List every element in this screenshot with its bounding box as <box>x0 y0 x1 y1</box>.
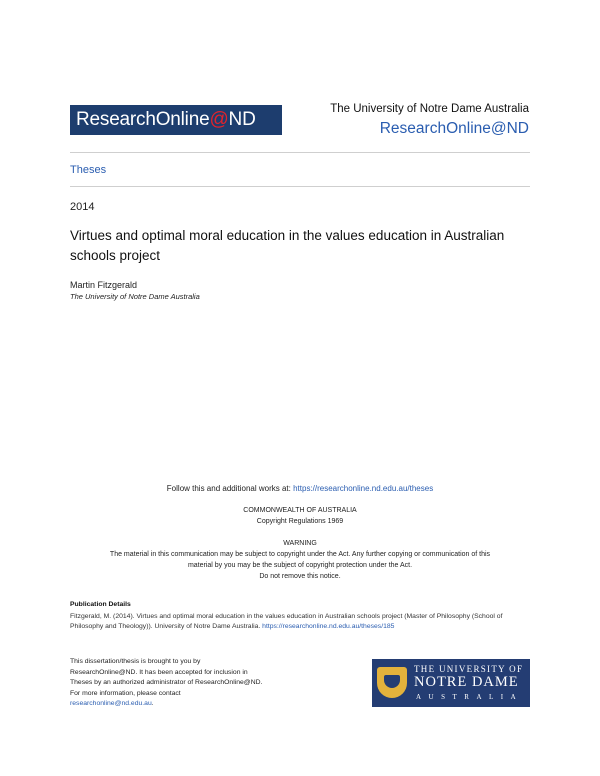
citation-link[interactable]: https://researchonline.nd.edu.au/theses/185 <box>262 623 395 630</box>
notre-dame-logo[interactable] <box>372 659 530 707</box>
divider <box>70 152 530 153</box>
logo-line3: AUSTRALIA <box>416 693 524 701</box>
logo-at: @ <box>209 109 229 130</box>
contact-email-suffix: . <box>151 700 154 707</box>
notice-line: Theses by an authorized administrator of ResearchOnline@ND. <box>70 679 263 686</box>
notice-line: For more information, please contact <box>70 689 181 697</box>
copyright-line1: COMMONWEALTH OF AUSTRALIA <box>243 507 357 514</box>
logo-line1: THE UNIVERSITY OF <box>414 664 524 674</box>
logo-prefix: ResearchOnline <box>76 109 210 130</box>
logo-line2: NOTRE DAME <box>414 674 519 690</box>
warning-line1: The material in this communication may be subject to copyright under the Act. Any further copying or communication of this <box>109 551 491 558</box>
publication-citation <box>70 612 532 632</box>
follow-link[interactable]: https://researchonline.nd.edu.au/theses <box>293 484 434 493</box>
contact-line <box>70 699 310 710</box>
follow-text: Follow this and additional works at: <box>166 484 294 493</box>
citation-text: Fitzgerald, M. (2014). Virtues and optimal moral education in the values education in Australian schools project (Master of Philosophy (School of Philosophy and Theology)). University of Notre Dame Australia. <box>70 613 503 630</box>
notice-line: This dissertation/thesis is brought to you by <box>70 658 201 665</box>
copyright-line2: Copyright Regulations 1969 <box>256 518 344 525</box>
publication-details-heading: Publication Details <box>70 601 131 608</box>
follow-line <box>0 484 600 493</box>
thesis-title: Virtues and optimal moral education in the values education in Australian schools project <box>70 228 505 263</box>
crest-icon <box>377 667 407 698</box>
logo-suffix: ND <box>228 109 256 130</box>
university-name: The University of Notre Dame Australia <box>330 103 529 115</box>
warning-line2: material by you may be the subject of copyright protection under the Act. <box>187 562 413 569</box>
availability-notice <box>70 657 310 710</box>
repository-link[interactable]: ResearchOnline@ND <box>379 120 529 137</box>
divider <box>70 186 530 187</box>
author-name: Martin Fitzgerald <box>70 280 138 290</box>
warning-line3: Do not remove this notice. <box>259 573 341 580</box>
researchonline-logo[interactable] <box>70 105 282 135</box>
collection-link[interactable]: Theses <box>70 164 107 176</box>
warning-heading: WARNING <box>283 540 317 547</box>
publication-year: 2014 <box>70 201 95 213</box>
notice-line: ResearchOnline@ND. It has been accepted for inclusion in <box>70 668 248 676</box>
contact-email-link[interactable]: researchonline@nd.edu.au <box>70 700 152 707</box>
author-affiliation: The University of Notre Dame Australia <box>70 292 200 301</box>
